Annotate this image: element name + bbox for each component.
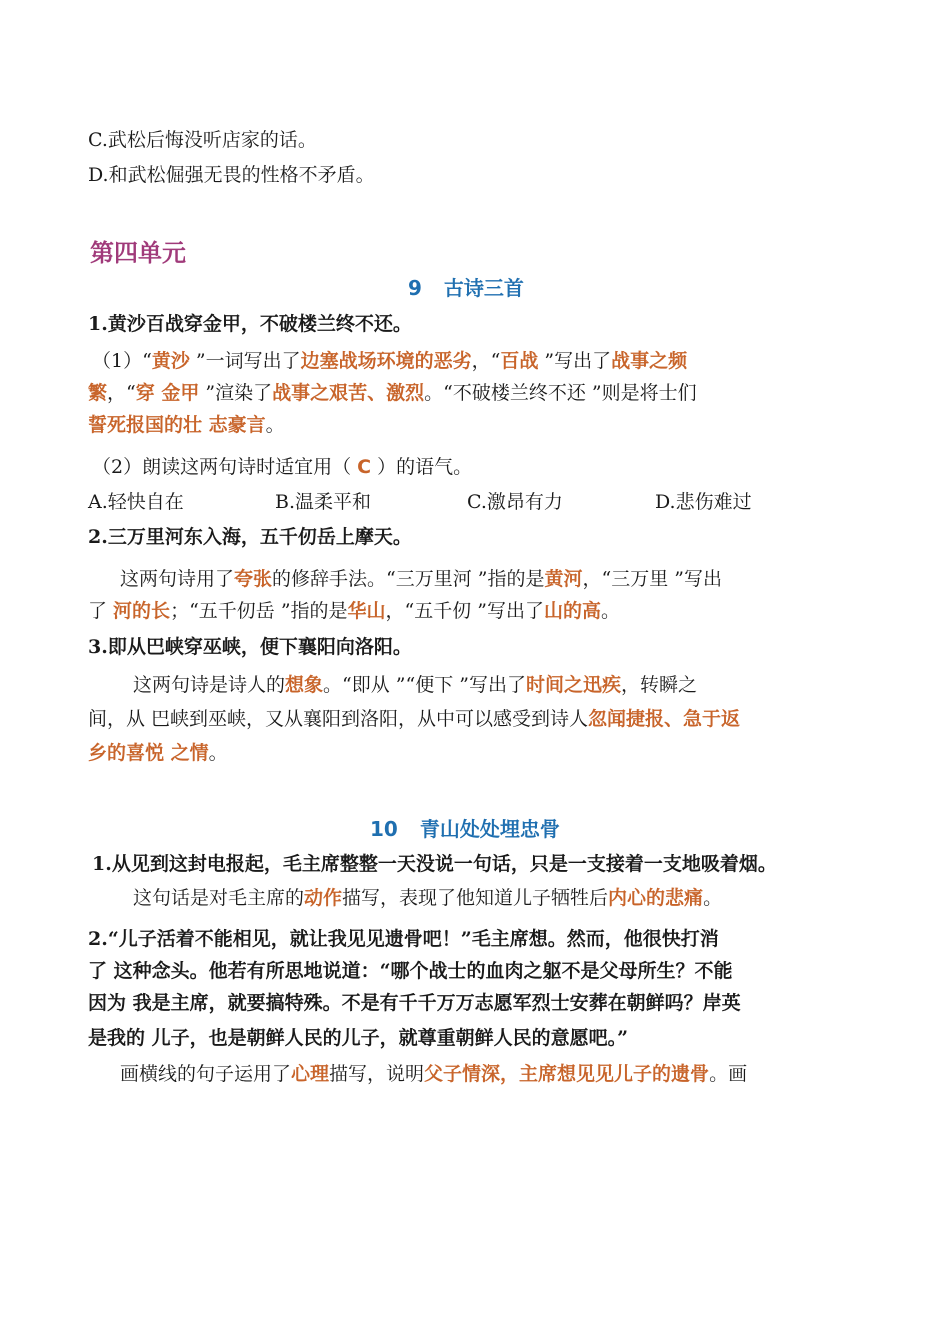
text: 。画 — [709, 1063, 748, 1085]
l10-q2-title-line3: 因为 我是主席，就要搞特殊。不是有千千万万志愿军烈士安葬在朝鲜吗？岸英 — [88, 992, 741, 1014]
answer: 内心的悲痛 — [608, 887, 704, 909]
text: ）的语气。 — [371, 456, 473, 478]
text: 。 — [601, 600, 621, 622]
text: ，“ — [471, 350, 501, 372]
l9-q1-p1-line2 — [88, 380, 697, 406]
l9-q3-title: 3.即从巴峡穿巫峡，便下襄阳向洛阳。 — [88, 636, 412, 658]
text: ”渲染了 — [199, 382, 273, 404]
answer: 夸张 — [234, 568, 273, 590]
lesson-9-title: 古诗三首 — [443, 276, 524, 300]
lesson-9-number: 9 — [408, 276, 422, 300]
text: 的修辞手法。“三万里河 ”指的是 — [272, 568, 545, 590]
text: 。“不破楼兰终不还 ”则是将士们 — [424, 382, 697, 404]
l9-q1-p2 — [92, 454, 472, 480]
answer: 战事之频 — [611, 350, 688, 372]
answer: 黄沙 — [151, 350, 190, 372]
answer: 繁 — [88, 382, 108, 404]
answer: 乡的喜悦 之情 — [88, 742, 209, 764]
answer: 河的长 — [113, 600, 171, 622]
text: ”一词写出了 — [189, 350, 301, 372]
l9-q1-option-d: D.悲伤难过 — [655, 491, 752, 513]
l10-q1-title: 1.从见到这封电报起，毛主席整整一天没说一句话，只是一支接着一支地吸着烟。 — [92, 853, 777, 875]
answer: 战事之艰苦、激烈 — [272, 382, 425, 404]
answer-choice: C — [357, 456, 372, 478]
answer: 心理 — [291, 1063, 330, 1085]
lesson-9-heading — [408, 272, 524, 301]
lesson-10-number: 10 — [370, 817, 398, 841]
text: 间，从 巴峡到巫峡，又从襄阳到洛阳，从中可以感受到诗人 — [88, 708, 589, 730]
answer: 父子情深，主席想见见儿子的遗骨 — [424, 1063, 710, 1085]
text: ，转瞬之 — [620, 674, 697, 696]
l10-q2-title-line1: 2.“儿子活着不能相见，就让我见见遗骨吧！”毛主席想。然而，他很快打消 — [88, 928, 719, 950]
text: 了 — [88, 600, 114, 622]
answer: 百战 — [500, 350, 539, 372]
answer: 山的高 — [544, 600, 602, 622]
answer: 誓死报国的壮 志豪言 — [88, 414, 266, 436]
text: 。 — [265, 414, 285, 436]
l9-q1-p1-line1 — [92, 348, 687, 374]
text: 画横线的句子运用了 — [120, 1063, 292, 1085]
option-d-text: D.和武松倔强无畏的性格不矛盾。 — [88, 164, 375, 186]
l10-q2-line1 — [120, 1061, 747, 1087]
l10-q2-title-line4: 是我的 儿子，也是朝鲜人民的儿子，就尊重朝鲜人民的意愿吧。” — [88, 1027, 629, 1049]
answer: 忽闻捷报、急于返 — [588, 708, 741, 730]
l9-q1-p1-line3 — [88, 412, 285, 438]
lesson-10-title: 青山处处埋忠骨 — [419, 817, 560, 841]
answer: 动作 — [304, 887, 343, 909]
l10-q2-title-line2: 了 这种念头。他若有所思地说道：“哪个战士的血肉之躯不是父母所生？不能 — [88, 960, 733, 982]
text: ，“三万里 ”写出 — [582, 568, 722, 590]
l10-q1-line1 — [133, 885, 722, 911]
text: 。“即从 ”“便下 ”写出了 — [323, 674, 526, 696]
l9-q3-line2 — [88, 706, 740, 732]
answer: 想象 — [285, 674, 324, 696]
text: ”写出了 — [538, 350, 612, 372]
answer: 黄河 — [544, 568, 583, 590]
l9-q2-line1 — [120, 566, 722, 592]
answer: 穿 金甲 — [135, 382, 200, 404]
answer: 边塞战场环境的恶劣 — [300, 350, 472, 372]
text: （1）“ — [92, 350, 152, 372]
l9-q3-line3 — [88, 740, 228, 766]
text: 。 — [703, 887, 723, 909]
answer: 时间之迅疾 — [525, 674, 621, 696]
text: 描写，说明 — [329, 1063, 425, 1085]
lesson-10-heading — [370, 813, 560, 842]
text: （2）朗读这两句诗时适宜用（ — [92, 456, 358, 478]
text: 描写，表现了他知道儿子牺牲后 — [342, 887, 609, 909]
l9-q3-line1 — [133, 672, 697, 698]
l9-q1-option-a: A.轻快自在 — [88, 491, 184, 513]
unit-title: 第四单元 — [90, 239, 186, 267]
text: 这句话是对毛主席的 — [133, 887, 305, 909]
text: ，“五千仞 ”写出了 — [385, 600, 545, 622]
text: 。 — [208, 742, 228, 764]
option-c-text: C.武松后悔没听店家的话。 — [88, 129, 317, 151]
l9-q1-option-b: B.温柔平和 — [275, 491, 372, 513]
l9-q1-title: 1.黄沙百战穿金甲，不破楼兰终不还。 — [88, 313, 412, 335]
answer: 华山 — [347, 600, 386, 622]
text: ；“五千仞岳 ”指的是 — [170, 600, 348, 622]
text: 这两句诗用了 — [120, 568, 235, 590]
l9-q1-option-c: C.激昂有力 — [467, 491, 563, 513]
text: ，“ — [107, 382, 136, 404]
text: 这两句诗是诗人的 — [133, 674, 286, 696]
l9-q2-line2 — [88, 598, 620, 624]
l9-q2-title: 2.三万里河东入海，五千仞岳上摩天。 — [88, 526, 412, 548]
